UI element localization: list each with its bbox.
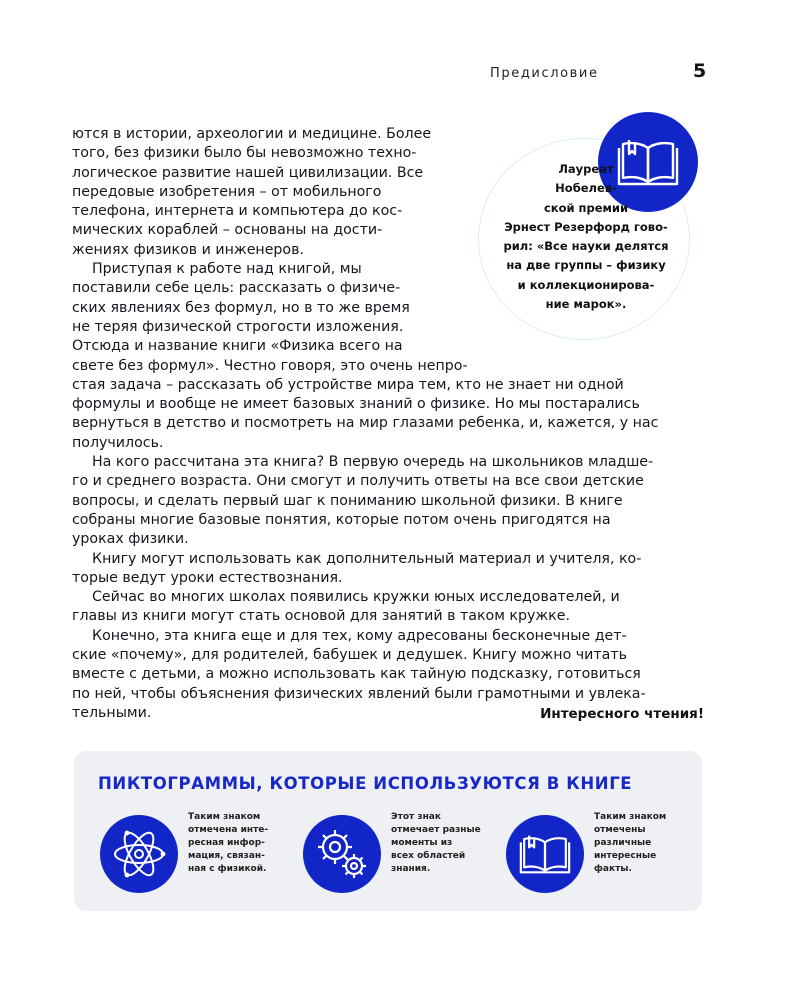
body-line: Отсюда и название книги «Физика всего на <box>72 338 403 355</box>
callout-line: Эрнест Резерфорд гово- <box>504 219 668 234</box>
body-line: тельными. <box>72 704 152 721</box>
body-line: жениях физиков и инженеров. <box>72 241 304 258</box>
description-line: Таким знаком <box>188 812 261 822</box>
description-line: Таким знаком <box>594 812 667 822</box>
body-line: ские «почему», для родителей, бабушек и дедушек. Книгу можно читать <box>72 647 627 664</box>
body-line: вместе с детьми, а можно использовать как тайную подсказку, готовиться <box>72 666 641 683</box>
body-line: ются в истории, археологии и медицине. Более <box>72 126 432 142</box>
pictogram-description <box>391 811 491 876</box>
pictogram-badge <box>303 815 381 893</box>
callout-line: ние марок». <box>545 297 627 312</box>
body-line: стая задача – рассказать об устройстве мира тем, кто не знает ни одной <box>72 376 624 393</box>
callout-line: и коллекционирова- <box>517 277 655 292</box>
body-text <box>72 125 712 723</box>
body-line: телефона, интернета и компьютера до кос- <box>72 203 403 220</box>
body-line: вернуться в детство и посмотреть на мир глазами ребенка, и, кажется, у нас <box>72 415 659 432</box>
atom-icon <box>111 826 167 882</box>
body-line: Сейчас во многих школах появились кружки юных исследователей, и <box>92 589 620 606</box>
description-line: отмечены <box>594 825 646 835</box>
description-line: отмечена инте- <box>188 825 269 835</box>
signoff: Интересного чтения! <box>540 706 704 722</box>
description-line: интересные <box>594 851 657 861</box>
body-line: Книгу могут использовать как дополнительный материал и учителя, ко- <box>92 550 642 567</box>
callout-line: на две группы – физику <box>506 258 666 273</box>
callout-line: рил: «Все науки делятся <box>503 239 669 254</box>
body-line: формулы и вообще не имеет базовых знаний о физике. Но мы постарались <box>72 396 640 413</box>
callout-line: Нобелев- <box>555 181 617 196</box>
description-line: ресная инфор- <box>188 838 265 848</box>
body-line: не теряя физической строгости изложения. <box>72 318 404 335</box>
body-line: передовые изобретения – от мобильного <box>72 183 382 200</box>
description-line: моменты из <box>391 838 453 848</box>
body-line: Конечно, эта книга еще и для тех, кому адресованы бесконечные дет- <box>92 627 627 644</box>
running-title: Предисловие <box>490 66 599 81</box>
description-line: мация, связан- <box>188 851 265 861</box>
description-line: ная с физикой. <box>188 864 267 874</box>
body-line: мических кораблей – основаны на дости- <box>72 222 383 239</box>
body-line: логическое развитие нашей цивилизации. Все <box>72 164 424 181</box>
pictogram-badge <box>506 815 584 893</box>
body-line: уроках физики. <box>72 531 189 548</box>
pictograms-title: ПИКТОГРАММЫ, КОТОРЫЕ ИСПОЛЬЗУЮТСЯ В КНИГЕ <box>98 774 633 793</box>
description-line: факты. <box>594 864 632 874</box>
body-line: поставили себе цель: рассказать о физиче- <box>72 280 401 297</box>
body-line: торые ведут уроки естествознания. <box>72 569 343 586</box>
body-line: свете без формул». Честно говоря, это очень непро- <box>72 357 468 374</box>
open-book-icon <box>519 834 571 874</box>
description-line: отмечает разные <box>391 825 481 835</box>
description-line: знания. <box>391 864 431 874</box>
callout-line: ской премии <box>543 200 629 215</box>
body-line: главы из книги могут стать основой для занятий в таком кружке. <box>72 608 570 625</box>
body-line: получилось. <box>72 434 164 451</box>
body-line: вопросы, и сделать первый шаг к пониманию школьной физики. В книге <box>72 492 623 509</box>
pictogram-description <box>188 811 288 876</box>
description-line: Этот знак <box>391 812 441 822</box>
description-line: всех областей <box>391 851 466 861</box>
body-line: го и среднего возраста. Они смогут и получить ответы на все свои детские <box>72 473 644 490</box>
pictogram-description <box>594 811 694 876</box>
page-number: 5 <box>693 60 707 82</box>
body-line: по ней, чтобы объяснения физических явлений были грамотными и увлека- <box>72 685 646 702</box>
body-line: ских явлениях без формул, но в то же время <box>72 299 410 316</box>
body-line: собраны многие базовые понятия, которые потом очень пригодятся на <box>72 511 611 528</box>
description-line: различные <box>594 838 652 848</box>
callout-line: Лауреат <box>558 162 614 176</box>
pictograms-panel <box>74 751 702 911</box>
body-line: На кого рассчитана эта книга? В первую очередь на школьников младше- <box>92 454 654 471</box>
gears-icon <box>313 825 371 883</box>
body-line: того, без физики было бы невозможно техно- <box>72 145 417 162</box>
pictogram-badge <box>100 815 178 893</box>
body-line: Приступая к работе над книгой, мы <box>92 261 362 278</box>
